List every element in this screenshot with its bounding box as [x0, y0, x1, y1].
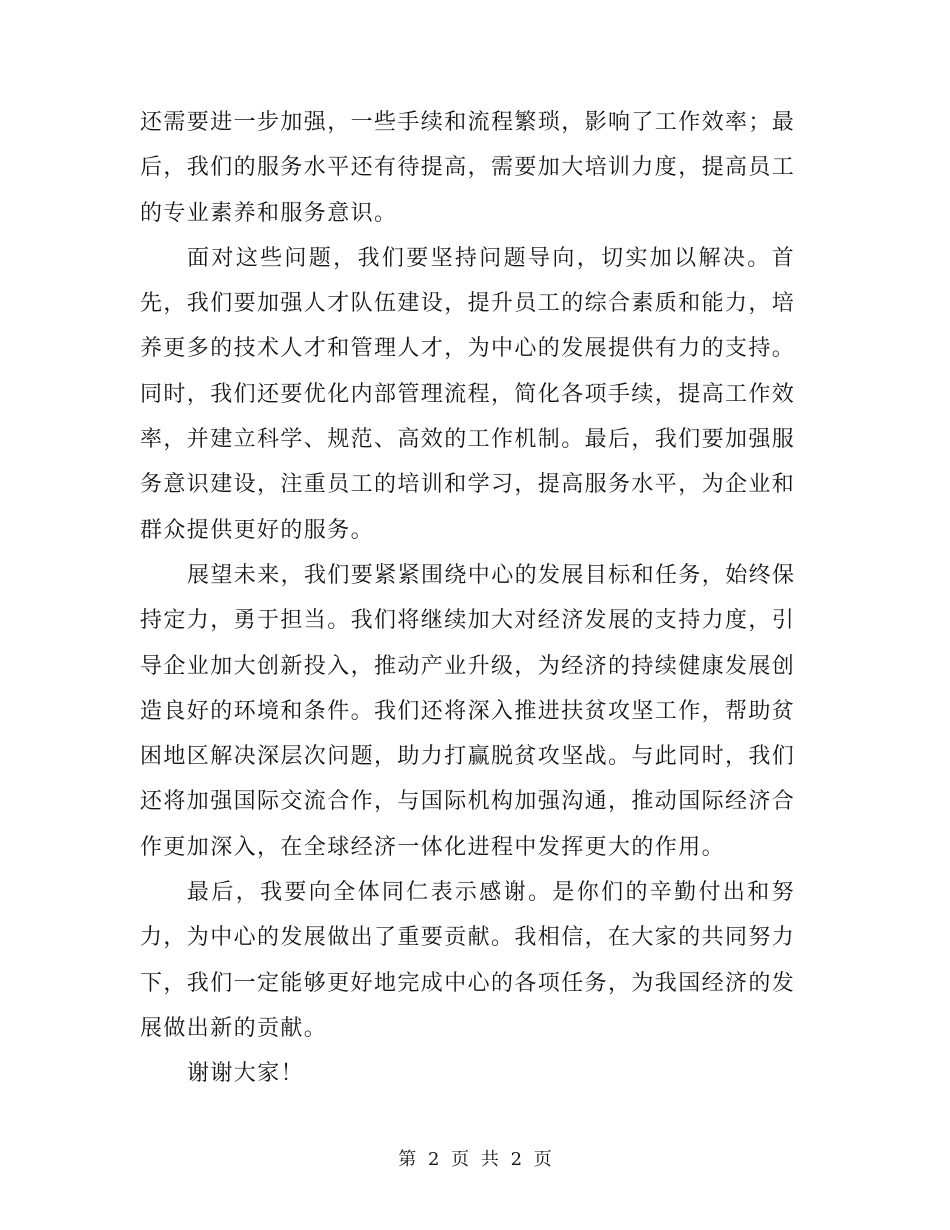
text-line: 务意识建设，注重员工的培训和学习，提高服务水平，为企业和	[140, 472, 795, 498]
text-line: 困地区解决深层次问题，助力打赢脱贫攻坚战。与此同时，我们	[140, 744, 795, 770]
text-line: 持定力，勇于担当。我们将继续加大对经济发展的支持力度，引	[140, 608, 795, 634]
paragraph	[140, 236, 795, 553]
text-line: 作更加深入，在全球经济一体化进程中发挥更大的作用。	[140, 834, 726, 860]
text-line: 还需要进一步加强，一些手续和流程繁琐，影响了工作效率；最	[140, 110, 795, 135]
text-line: 同时，我们还要优化内部管理流程，简化各项手续，提高工作效	[140, 381, 795, 407]
text-line: 还将加强国际交流合作，与国际机构加强沟通，推动国际经济合	[140, 789, 795, 815]
text-line: 后，我们的服务水平还有待提高，需要加大培训力度，提高员工	[140, 155, 795, 181]
text-line: 展做出新的贡献。	[140, 1015, 328, 1041]
page-number-footer: 第 2 页 共 2 页	[398, 1149, 552, 1170]
text-line: 力，为中心的发展做出了重要贡献。我相信，在大家的共同努力	[140, 925, 795, 951]
paragraph	[140, 100, 795, 236]
paragraph	[140, 553, 795, 870]
text-line: 造良好的环境和条件。我们还将深入推进扶贫攻坚工作，帮助贫	[140, 698, 795, 724]
text-line: 群众提供更好的服务。	[140, 517, 375, 543]
text-line: 下，我们一定能够更好地完成中心的各项任务，为我国经济的发	[140, 970, 795, 996]
text-line: 率，并建立科学、规范、高效的工作机制。最后，我们要加强服	[140, 427, 795, 453]
text-line: 面对这些问题，我们要坚持问题导向，切实加以解决。首	[187, 245, 795, 271]
text-line: 的专业素养和服务意识。	[140, 200, 398, 226]
text-line: 养更多的技术人才和管理人才，为中心的发展提供有力的支持。	[140, 336, 795, 362]
text-line: 最后，我要向全体同仁表示感谢。是你们的辛勤付出和努	[187, 880, 795, 906]
document-body	[140, 100, 795, 1097]
paragraph	[140, 1051, 795, 1096]
paragraph	[140, 870, 795, 1051]
text-line: 先，我们要加强人才队伍建设，提升员工的综合素质和能力，培	[140, 291, 795, 317]
text-line: 导企业加大创新投入，推动产业升级，为经济的持续健康发展创	[140, 653, 795, 679]
closing-line: 谢谢大家！	[187, 1061, 305, 1087]
text-line: 展望未来，我们要紧紧围绕中心的发展目标和任务，始终保	[187, 562, 795, 588]
